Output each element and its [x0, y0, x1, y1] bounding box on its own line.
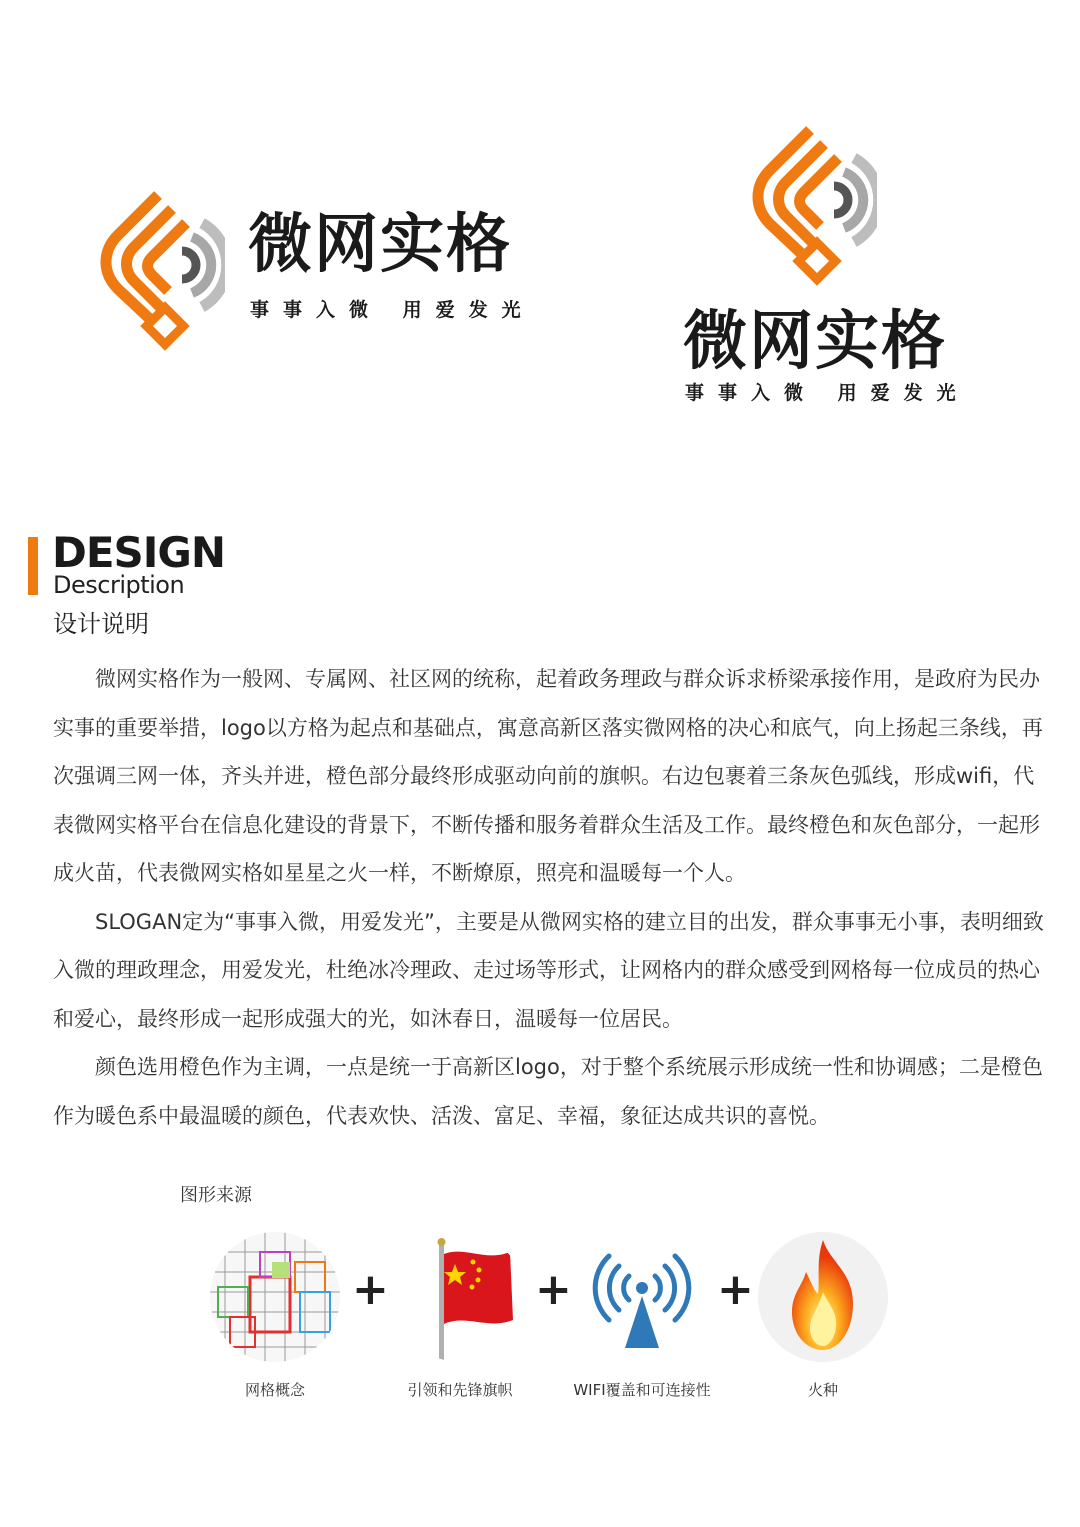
caption-wifi: WIFI覆盖和可连接性: [573, 1381, 711, 1399]
logo-slogan: 事事入微 用爱发光: [250, 299, 535, 321]
plus-sign: +: [535, 1264, 572, 1315]
heading-accent-bar: [28, 537, 38, 595]
logo-name: 微网实格: [683, 305, 947, 379]
heading-description: Description: [53, 571, 185, 599]
description-body: [53, 655, 1048, 1140]
logo-horizontal: [100, 185, 535, 360]
heading-cn: 设计说明: [53, 610, 149, 638]
logo-name: 微网实格: [248, 208, 512, 282]
logo-mark-icon: [752, 120, 877, 290]
logo-mark-icon: [100, 185, 225, 355]
logo-vertical: [680, 120, 970, 410]
caption-flame: 火种: [807, 1381, 838, 1399]
heading-design: DESIGN: [52, 528, 226, 577]
paragraph-slogan: SLOGAN定为“事事入微，用爱发光”，主要是从微网实格的建立目的出发，群众事事无小事，表明细致入微的理政理念，用爱发光，杜绝冰冷理政、走过场等形式，让网格内的群众感受到网格每一位成员的热心和爱心，最终形成一起形成强大的光，如沐春日，温暖每一位居民。: [53, 909, 1044, 1031]
plus-sign: +: [352, 1264, 389, 1315]
paragraph-color: 颜色选用橙色作为主调，一点是统一于高新区logo，对于整个系统展示形成统一性和协调感；二是橙色作为暖色系中最温暖的颜色，代表欢快、活泼、富足、幸福，象征达成共识的喜悦。: [53, 1055, 1043, 1128]
logo-slogan: 事事入微 用爱发光: [685, 382, 970, 404]
flame-icon: [758, 1232, 888, 1362]
sources-title: 图形来源: [180, 1185, 252, 1206]
flag-icon: [395, 1232, 525, 1362]
caption-flag: 引领和先锋旗帜: [407, 1381, 513, 1399]
caption-grid: 网格概念: [244, 1381, 305, 1399]
wifi-tower-icon: [577, 1232, 707, 1362]
plus-sign: +: [717, 1264, 754, 1315]
paragraph-concept: 微网实格作为一般网、专属网、社区网的统称，起着政务理政与群众诉求桥梁承接作用，是政府为民办实事的重要举措，logo以方格为起点和基础点，寓意高新区落实微网格的决心和底气，向上扬起三条线，再次强调三网一体，齐头并进，橙色部分最终形成驱动向前的旗帜。右边包裹着三条灰色弧线，形成wifi，代表微网实格平台在信息化建设的背景下，不断传播和服务着群众生活及工作。最终橙色和灰色部分，一起形成火苗，代表微网实格如星星之火一样，不断燎原，照亮和温暖每一个人。: [53, 667, 1043, 885]
grid-map-icon: [210, 1232, 340, 1362]
